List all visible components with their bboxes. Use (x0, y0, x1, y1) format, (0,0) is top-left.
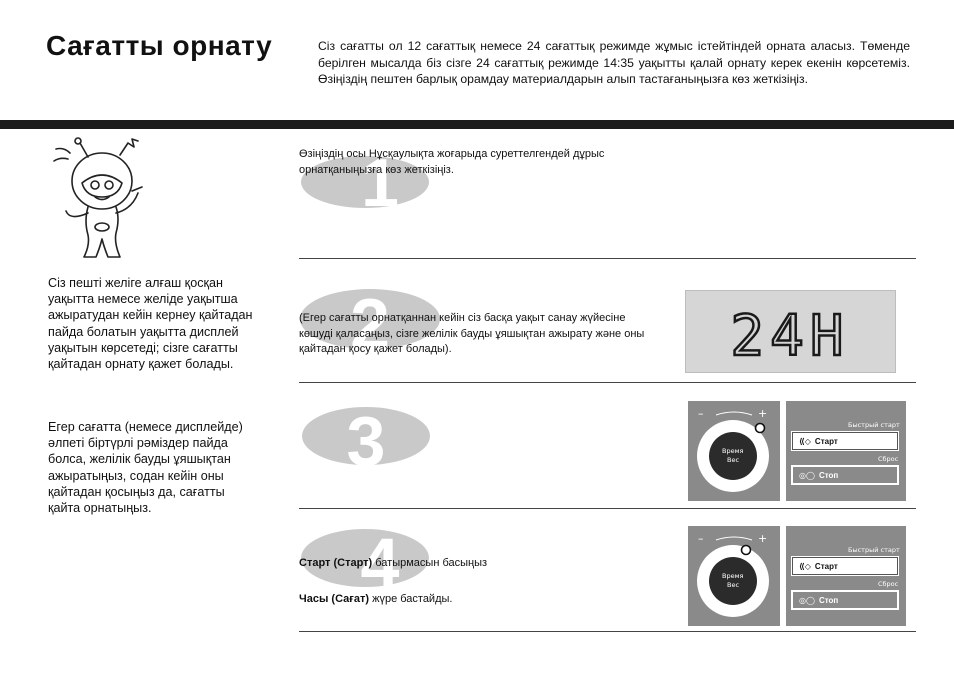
stop-icon: ◎◯ (799, 595, 815, 605)
start-icon: ⟪◇ (799, 561, 811, 571)
button-panel-step-4 (786, 526, 906, 626)
step-2-text: (Егер сағатты орнатқаннан кейін сіз басқа уақыт санау жүйесіне көшуді қаласаңыз, сізге желілік бауды ұяшықтан ажырату және оны қайтадан қосу қажет болады). (299, 312, 645, 355)
dial-label-weight: Вес (727, 456, 740, 464)
mascot-illustration (40, 135, 160, 265)
step-4-line-1-rest: батырмасын басыңыз (372, 557, 488, 569)
start-button[interactable] (792, 432, 898, 450)
reset-label-4: Сброс (878, 580, 899, 588)
step-4-line-1 (299, 556, 659, 572)
clock-name: Часы (Сағат) (299, 593, 370, 605)
step-3-badge (300, 405, 432, 467)
quick-start-label: Быстрый старт (848, 421, 900, 429)
dial-plus-label-4: + (758, 532, 768, 545)
lcd-value: 24H (730, 304, 850, 369)
quick-start-label-4: Быстрый старт (848, 546, 900, 554)
stop-button[interactable] (792, 466, 898, 484)
intro-paragraph: Сіз сағатты ол 12 сағаттық немесе 24 сағаттық режимде жұмыс істейтіндей орната аласыз. Төменде берілген мысалда біз сізге 24 сағаттық режимде 14:35 уақытты қалай орнату керек екенін көрсетеміз. Өзіңіздің пештен барлық орамдау материалдарын алып тастағаныңызға көз жеткізіңіз. (318, 39, 910, 86)
stop-icon: ◎◯ (799, 470, 815, 480)
start-button-label: Старт (814, 436, 838, 446)
start-button-step-4[interactable] (792, 557, 898, 575)
dial-minus-label-4: – (698, 532, 704, 545)
step-4-divider (299, 631, 916, 632)
dial-label-weight-4: Вес (727, 581, 740, 589)
dial-label-time-4: Время (722, 572, 744, 580)
dial-label-time: Время (722, 447, 744, 455)
stop-button-label: Стоп (818, 470, 839, 480)
dial-minus-label: – (698, 407, 704, 420)
dial-plus-label: + (758, 407, 768, 420)
step-3-number: 3 (346, 405, 386, 467)
step-4-number: 4 (360, 527, 400, 589)
start-key-name: Старт (Старт) (299, 557, 373, 569)
page-title: Сағатты орнату (46, 30, 273, 61)
start-icon: ⟪◇ (799, 436, 811, 446)
stop-button-step-4[interactable] (792, 591, 898, 609)
step-4-line-2-rest: жүре бастайды. (369, 593, 453, 605)
step-2-number: 2 (349, 287, 391, 351)
stop-button-label-4: Стоп (818, 595, 839, 605)
sidebar-paragraph-2: Егер сағатта (немесе дисплейде) әлпеті біртүрлі рәміздер пайда болса, желілік бауды ұяшықтан ажыратыңыз, содан кейін оны қайтадан қосыңыз да, сағатты қайта орнатыңыз. (48, 420, 243, 516)
lcd-readout (686, 291, 895, 372)
reset-label: Сброс (878, 455, 899, 463)
sidebar-paragraph-1: Сіз пешті желіге алғаш қосқан уақытта немесе желіде уақытша ажыратудан кейін кернеу қайтадан пайда болатын уақытта дисплей уақытын көрсетеді; сізге сағатты қайтадан орнату қажет болады. (48, 276, 253, 372)
top-divider-bar (0, 120, 954, 129)
step-1-number: 1 (361, 150, 399, 210)
lcd-display (685, 290, 896, 373)
step-4-line-2 (299, 592, 659, 608)
step-3-divider (299, 508, 916, 509)
button-panel (786, 401, 906, 501)
dial-panel (688, 401, 780, 501)
start-button-label-4: Старт (814, 561, 838, 571)
step-1-text: Өзіңіздің осы Нұсқаулықта жоғарыда суреттелгендей дұрыс орнатқаныңызға көз жеткізіңіз. (299, 148, 605, 176)
step-1-divider (299, 258, 916, 259)
step-2-divider (299, 382, 916, 383)
dial-panel-step-4 (688, 526, 780, 626)
